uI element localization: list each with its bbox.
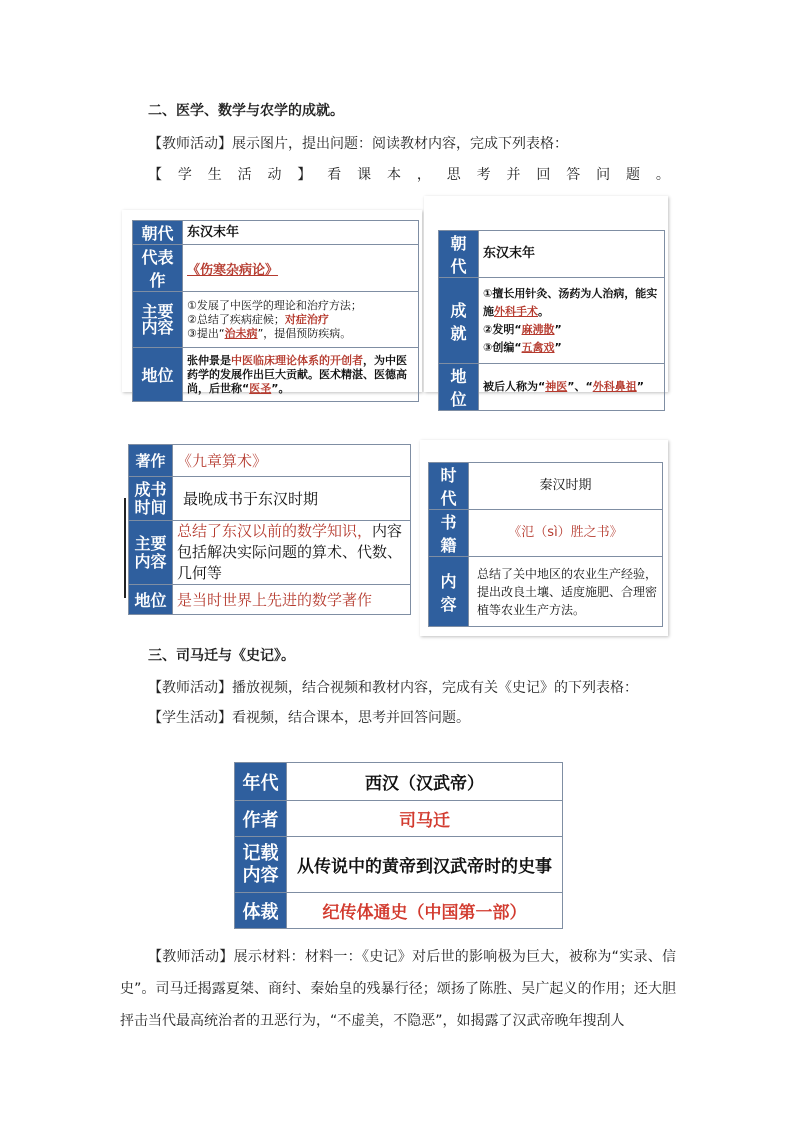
header-achievement: 成就: [439, 278, 479, 364]
zhang-content-1: ①发展了中医学的理论和治疗方法；: [187, 298, 362, 312]
math-work: 《九章算术》: [173, 445, 411, 477]
header-work: 代表作: [133, 245, 183, 292]
teacher-activity-3: 【教师活动】播放视频，结合视频和教材内容，完成有关《史记》的下列表格：: [148, 680, 638, 696]
student-activity-char: 思: [446, 167, 461, 183]
math-table: [128, 444, 411, 615]
section-2-title: 二、医学、数学与农学的成就。: [148, 103, 344, 119]
student-activity-char: 学: [177, 167, 192, 183]
header-author: 作者: [235, 801, 287, 837]
header-status: 地位: [129, 585, 173, 615]
student-activity-char: 生: [207, 167, 222, 183]
student-activity-char: ，: [416, 167, 431, 183]
student-activity-char: 。: [655, 167, 670, 183]
header-record: 记载 内容: [235, 837, 287, 893]
student-activity-char: 并: [506, 167, 521, 183]
header-content: 主要 内容: [129, 521, 173, 585]
margin-bar: [124, 498, 126, 598]
zhang-work: 《伤寒杂病论》: [183, 245, 419, 292]
hua-tuo-card: [424, 196, 668, 409]
hua-ach-1: ①擅长用针灸、汤药为人治病，能实施外科手术。: [483, 286, 658, 318]
zhang-content: [183, 292, 419, 348]
zhang-zhongjing-card: [122, 210, 422, 395]
header-dynasty: 朝代: [439, 231, 479, 278]
zhang-content-2: ②总结了疾病症候；对症治疗: [187, 312, 329, 326]
hua-ach-2: ②发明“麻沸散”: [483, 322, 562, 336]
header-content: 内容: [429, 557, 469, 627]
agriculture-card: [420, 440, 668, 636]
math-content: 总结了东汉以前的数学知识，内容包括解决实际问题的算术、代数、几何等: [173, 521, 411, 585]
hua-table: [438, 230, 665, 411]
zhang-table: [132, 220, 419, 402]
agri-table: [428, 462, 663, 627]
section-3-title: 三、司马迁与《史记》。: [148, 648, 295, 664]
student-activity-char: 答: [566, 167, 581, 183]
math-time: 最晚成书于东汉时期: [173, 477, 411, 521]
math-status: 是当时世界上先进的数学著作: [173, 585, 411, 615]
zhang-content-3: ③提出“治未病”，提倡预防疾病。: [187, 326, 352, 340]
agri-content: 总结了关中地区的农业生产经验，提出改良土壤、适度施肥、合理密植等农业生产方法。: [469, 557, 663, 627]
student-activity-char: 回: [536, 167, 551, 183]
student-activity-3: 【学生活动】看视频，结合课本，思考并回答问题。: [148, 710, 470, 726]
shiji-record: 从传说中的黄帝到汉武帝时的史事: [287, 837, 563, 893]
hua-status: 被后人称为“神医”、“外科鼻祖”: [479, 364, 665, 411]
header-work: 著作: [129, 445, 173, 477]
header-book: 书籍: [429, 510, 469, 557]
header-dynasty: 朝代: [133, 221, 183, 245]
student-activity-char: 动: [267, 167, 282, 183]
header-time: 成书 时间: [129, 477, 173, 521]
student-activity-char: 本: [387, 167, 401, 183]
student-activity-char: 问: [596, 167, 611, 183]
shiji-era: 西汉（汉武帝）: [287, 763, 563, 801]
student-activity-char: 【: [148, 167, 162, 183]
zhang-status: 张仲景是中医临床理论体系的开创者，为中医药学的发展作出巨大贡献。医术精湛、医德高尚，后世称“医圣”。: [183, 348, 419, 402]
student-activity-2: [148, 165, 670, 185]
shiji-table: [234, 762, 563, 929]
agri-period: 秦汉时期: [469, 463, 663, 510]
nine-chapters-card: [118, 436, 414, 620]
header-era: 年代: [235, 763, 287, 801]
student-activity-char: 题: [626, 167, 640, 183]
teacher-activity-2: 【教师活动】展示图片，提出问题：阅读教材内容，完成下列表格：: [148, 136, 568, 152]
agri-book: 《氾（sì）胜之书》: [469, 510, 663, 557]
student-activity-char: 活: [237, 167, 252, 183]
hua-achievements: [479, 278, 665, 364]
student-activity-char: 看: [327, 167, 342, 183]
header-genre: 体裁: [235, 893, 287, 929]
material-paragraph: 【教师活动】展示材料：材料一：《史记》对后世的影响极为巨大，被称为“实录、信史”。司马迁揭露夏桀、商纣、秦始皇的残暴行径；颂扬了陈胜、吴广起义的作用；还大胆抨击当代最高统治者的丑恶行为，“不虚美，不隐恶”，如揭露了汉武帝晚年搜刮人: [120, 949, 676, 1029]
header-period: 时代: [429, 463, 469, 510]
student-activity-char: 】: [297, 167, 312, 183]
hua-dynasty: 东汉末年: [479, 231, 665, 278]
student-activity-char: 课: [357, 167, 372, 183]
student-activity-char: 考: [476, 167, 491, 183]
zhang-dynasty: 东汉末年: [183, 221, 419, 245]
header-content: 主要 内容: [133, 292, 183, 348]
header-status: 地位: [133, 348, 183, 402]
hua-ach-3: ③创编“五禽戏”: [483, 340, 562, 354]
shiji-author: 司马迁: [287, 801, 563, 837]
header-status: 地位: [439, 364, 479, 411]
shiji-genre: 纪传体通史（中国第一部）: [287, 893, 563, 929]
